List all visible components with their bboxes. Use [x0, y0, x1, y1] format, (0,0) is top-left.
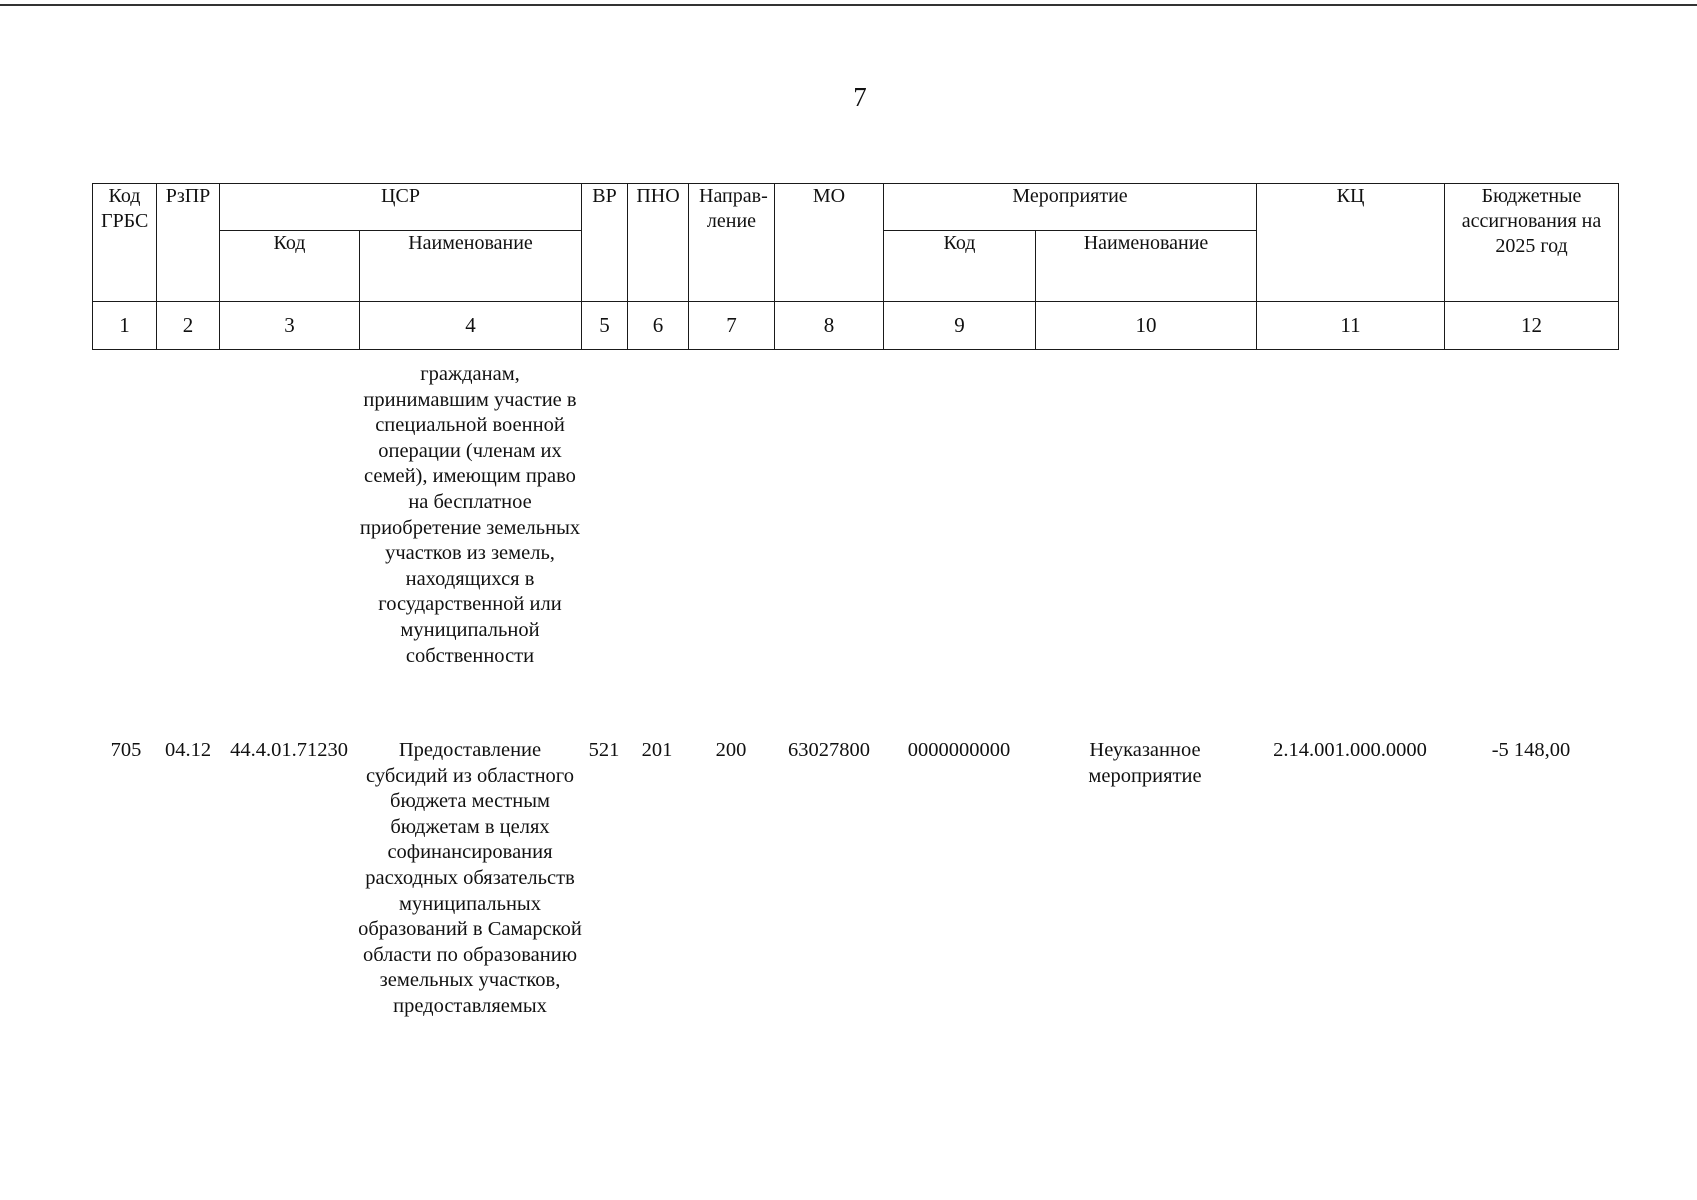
header-csr-name: Наименование [360, 231, 582, 302]
header-napravlenie: Направ-ление [689, 184, 775, 302]
header-mer-kod: Код [884, 231, 1036, 302]
row-kc: 2.14.001.000.0000 [1273, 739, 1427, 761]
row-rzpr: 04.12 [164, 739, 212, 761]
row-napravlenie: 200 [715, 739, 747, 761]
column-number: 1 [93, 302, 157, 350]
header-vr: ВР [582, 184, 628, 302]
continuation-description: гражданам, принимавшим участие в специальной военной операции (членам их семей), имеющим право на бесплатное приобретение земельных участков из земель, находящихся в государственной или муниципальной собственности [359, 363, 581, 667]
header-mer-name: Наименование [1036, 231, 1257, 302]
row-csr-name: Предоставление субсидий из областного бюджета местным бюджетам в целях софинансирования расходных обязательств муниципальных образований в Самарской области по образованию земельных участков, предоставляемых [358, 739, 582, 1017]
column-number: 3 [220, 302, 360, 350]
column-number: 7 [689, 302, 775, 350]
column-number: 9 [884, 302, 1036, 350]
header-csr: ЦСР [220, 184, 582, 231]
header-pno: ПНО [628, 184, 689, 302]
row-mer-name: Неуказанное мероприятие [1088, 739, 1202, 787]
column-number: 8 [775, 302, 884, 350]
header-kod-grbs: Код ГРБС [93, 184, 157, 302]
budget-table [92, 183, 1619, 350]
column-number: 5 [582, 302, 628, 350]
header-budget: Бюджетные ассигнования на 2025 год [1445, 184, 1619, 302]
header-mo: МО [775, 184, 884, 302]
row-mer-kod: 0000000000 [907, 739, 1011, 761]
column-number: 10 [1036, 302, 1257, 350]
row-kod-grbs: 705 [110, 739, 142, 761]
row-vr: 521 [588, 739, 620, 761]
column-number: 2 [157, 302, 220, 350]
row-csr-kod: 44.4.01.71230 [230, 739, 348, 761]
column-number: 4 [360, 302, 582, 350]
header-rzpr: РзПР [157, 184, 220, 302]
column-number: 11 [1257, 302, 1445, 350]
row-budget: -5 148,00 [1491, 739, 1571, 761]
row-mo: 63027800 [788, 739, 870, 761]
header-csr-kod: Код [220, 231, 360, 302]
top-rule [0, 4, 1697, 6]
header-meropriyatie: Мероприятие [884, 184, 1257, 231]
header-kc: КЦ [1257, 184, 1445, 302]
column-number: 12 [1445, 302, 1619, 350]
row-pno: 201 [641, 739, 673, 761]
column-number: 6 [628, 302, 689, 350]
page-number: 7 [853, 82, 867, 112]
